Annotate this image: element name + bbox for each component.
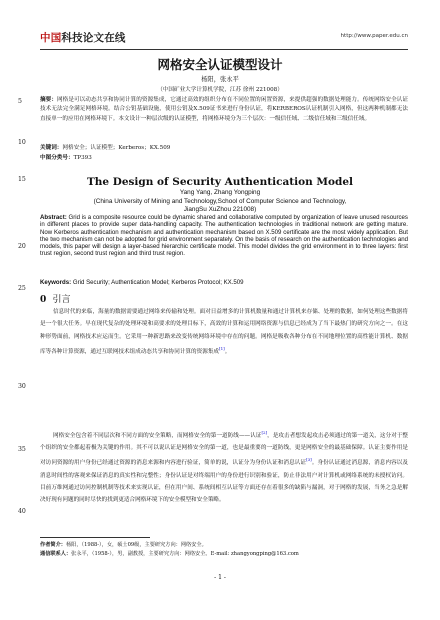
footnote-contact: 通信联系人：张永平，（1958-），男，副教授，主要研究方向：网络安全。E-mail: zhangyongping@163.com [40, 551, 299, 557]
page-number: - 1 - [214, 574, 226, 581]
title-cn: 网格安全认证模型设计 [157, 57, 283, 72]
line-number: 5 [18, 98, 22, 105]
line-number: 20 [18, 243, 26, 250]
footnote-author: 作者简介：杨阳，（1988-），女，硕士09级，主要研究方向：网络安全。 [40, 542, 207, 548]
line-number: 30 [18, 383, 26, 390]
intro-paragraph-2: 网格安全包含着不同层次和不同方面的安全策略，而网格安全的第一道防线——认证[2]，是攻击者想发起攻击必须通过的第一道关，这分对于整个组织的安全都起着极为关键的作用。其不可以说认证是网格安全的第一道，也是最重要的一道防线，更是网格安全的最基础保障。认证主要作用是对访问资源的用户身份已经通过资源的消息来源和内容进行验证，简单的说，认证分为身份认证和消息认证[3]。身份认证通过消息源，消息内容以及消息时间性的客观来保证消息的真实性和完整性；身份认证是对终端用户的身份进行识别和验证，防止非法用户对计算机或网络系统的未授权访问。目前万维网通过访问控制机制等技术来实现认证，但在用户间、系统间相互认证等方面还存在着很多的缺陷与漏洞，对于网格的发展，当务之急是解决好现有问题的同时尽快的找到更适合网格环境下的安全模型和安全策略。 [40, 430, 408, 504]
clc-cn: 中图分类号：TP393 [40, 155, 92, 161]
affiliation-cn: （中国矿业大学计算机学院，江苏 徐州 221008） [157, 87, 283, 93]
journal-url[interactable]: http://www.paper.edu.cn [340, 33, 408, 39]
footnote-rule [40, 537, 150, 538]
citation-ref-1[interactable]: [1] [219, 345, 225, 351]
section-heading: 0 引言 [40, 295, 71, 305]
affiliation-en-1: (China University of Mining and Technology,School of Computer Science and Technology, [93, 198, 347, 205]
title-en: The Design of Security Authentication Model [86, 176, 354, 188]
citation-ref-2[interactable]: [2] [261, 430, 268, 435]
authors-en: Yang Yang, Zhang Yongping [179, 189, 261, 196]
intro-paragraph-1: 信息时代的来临，海量的数据需要通过网络来传输和处理。面对日益增多的计算机数量和通过计算机来存储、处理的数据，如何处理这些数据将是一个很大任务。早在现代复杂的处理环境和高要求的处理目标下，高效的计算和运用网络资源与信息已经成为了当下最热门的研究方向之一。在这种形势面前，网格技术应运而生。它采用一种新思路来改变传统网络环境中存在的问题。网格是吸收各种分布在不同地理位置的高性能计算机、数据库等各种计算资源，通过互联网技术组成动态共享和协同计算的资源集成[1]。 [40, 309, 408, 355]
abstract-en: Abstract: Grid is a composite resource could be dynamic shared and collaborative computed by organization of leave unused resources in different places to provide super data-handling capacity. The authentication technologies in traditional network are getting mature. Now Kerberos authentication mechanism and authentication mechanism based on X.509 certificate are the most widely application. But the two mechanism can not be adopted for grid environment separately. On the basis of research on the authentication technologies and models, this paper will design a layer-based hierarchic certificate model. This model divides the grid environment in to three layers: first trust region, second trust region and third trust region. [40, 214, 408, 258]
line-number: 35 [18, 446, 26, 453]
authors-cn: 杨阳，张永平 [201, 76, 239, 83]
line-number: 25 [18, 285, 26, 292]
affiliation-en-2: JiangSu XuZhou 221008) [183, 206, 257, 213]
line-number: 10 [18, 139, 26, 146]
header-rule [40, 49, 408, 50]
keywords-en: Keywords: Grid Security; Authentication Model; Kerberos Protocol; KX.509 [40, 279, 244, 286]
abstract-cn: 摘要：网格是可以动态共享和协同计算的资源集成，它通过高效的组织分布在不同位置的闲置资源，来提供超强的数据处理能力。传统网络安全认证技术无法完全满足网格环境。结合公钥基础设施，使用公钥及X.509证书来进行身份认证，将KERBEROS认证机制引入网格，但这两种机制都无法直接单一的应用在网格环境下。本文设计一种层次级的认证模型，将网格环境分为三个层次：一级信任域、二级信任域和三级信任域。 [40, 97, 408, 122]
citation-ref-3[interactable]: [3] [306, 457, 312, 463]
line-number: 40 [18, 508, 26, 515]
journal-logo: 中国科技论文在线 [40, 32, 126, 44]
journal-header [40, 28, 408, 50]
keywords-cn: 关键词：网格安全；认证模型；Kerberos；KX.509 [40, 145, 171, 151]
line-number: 15 [18, 176, 26, 183]
